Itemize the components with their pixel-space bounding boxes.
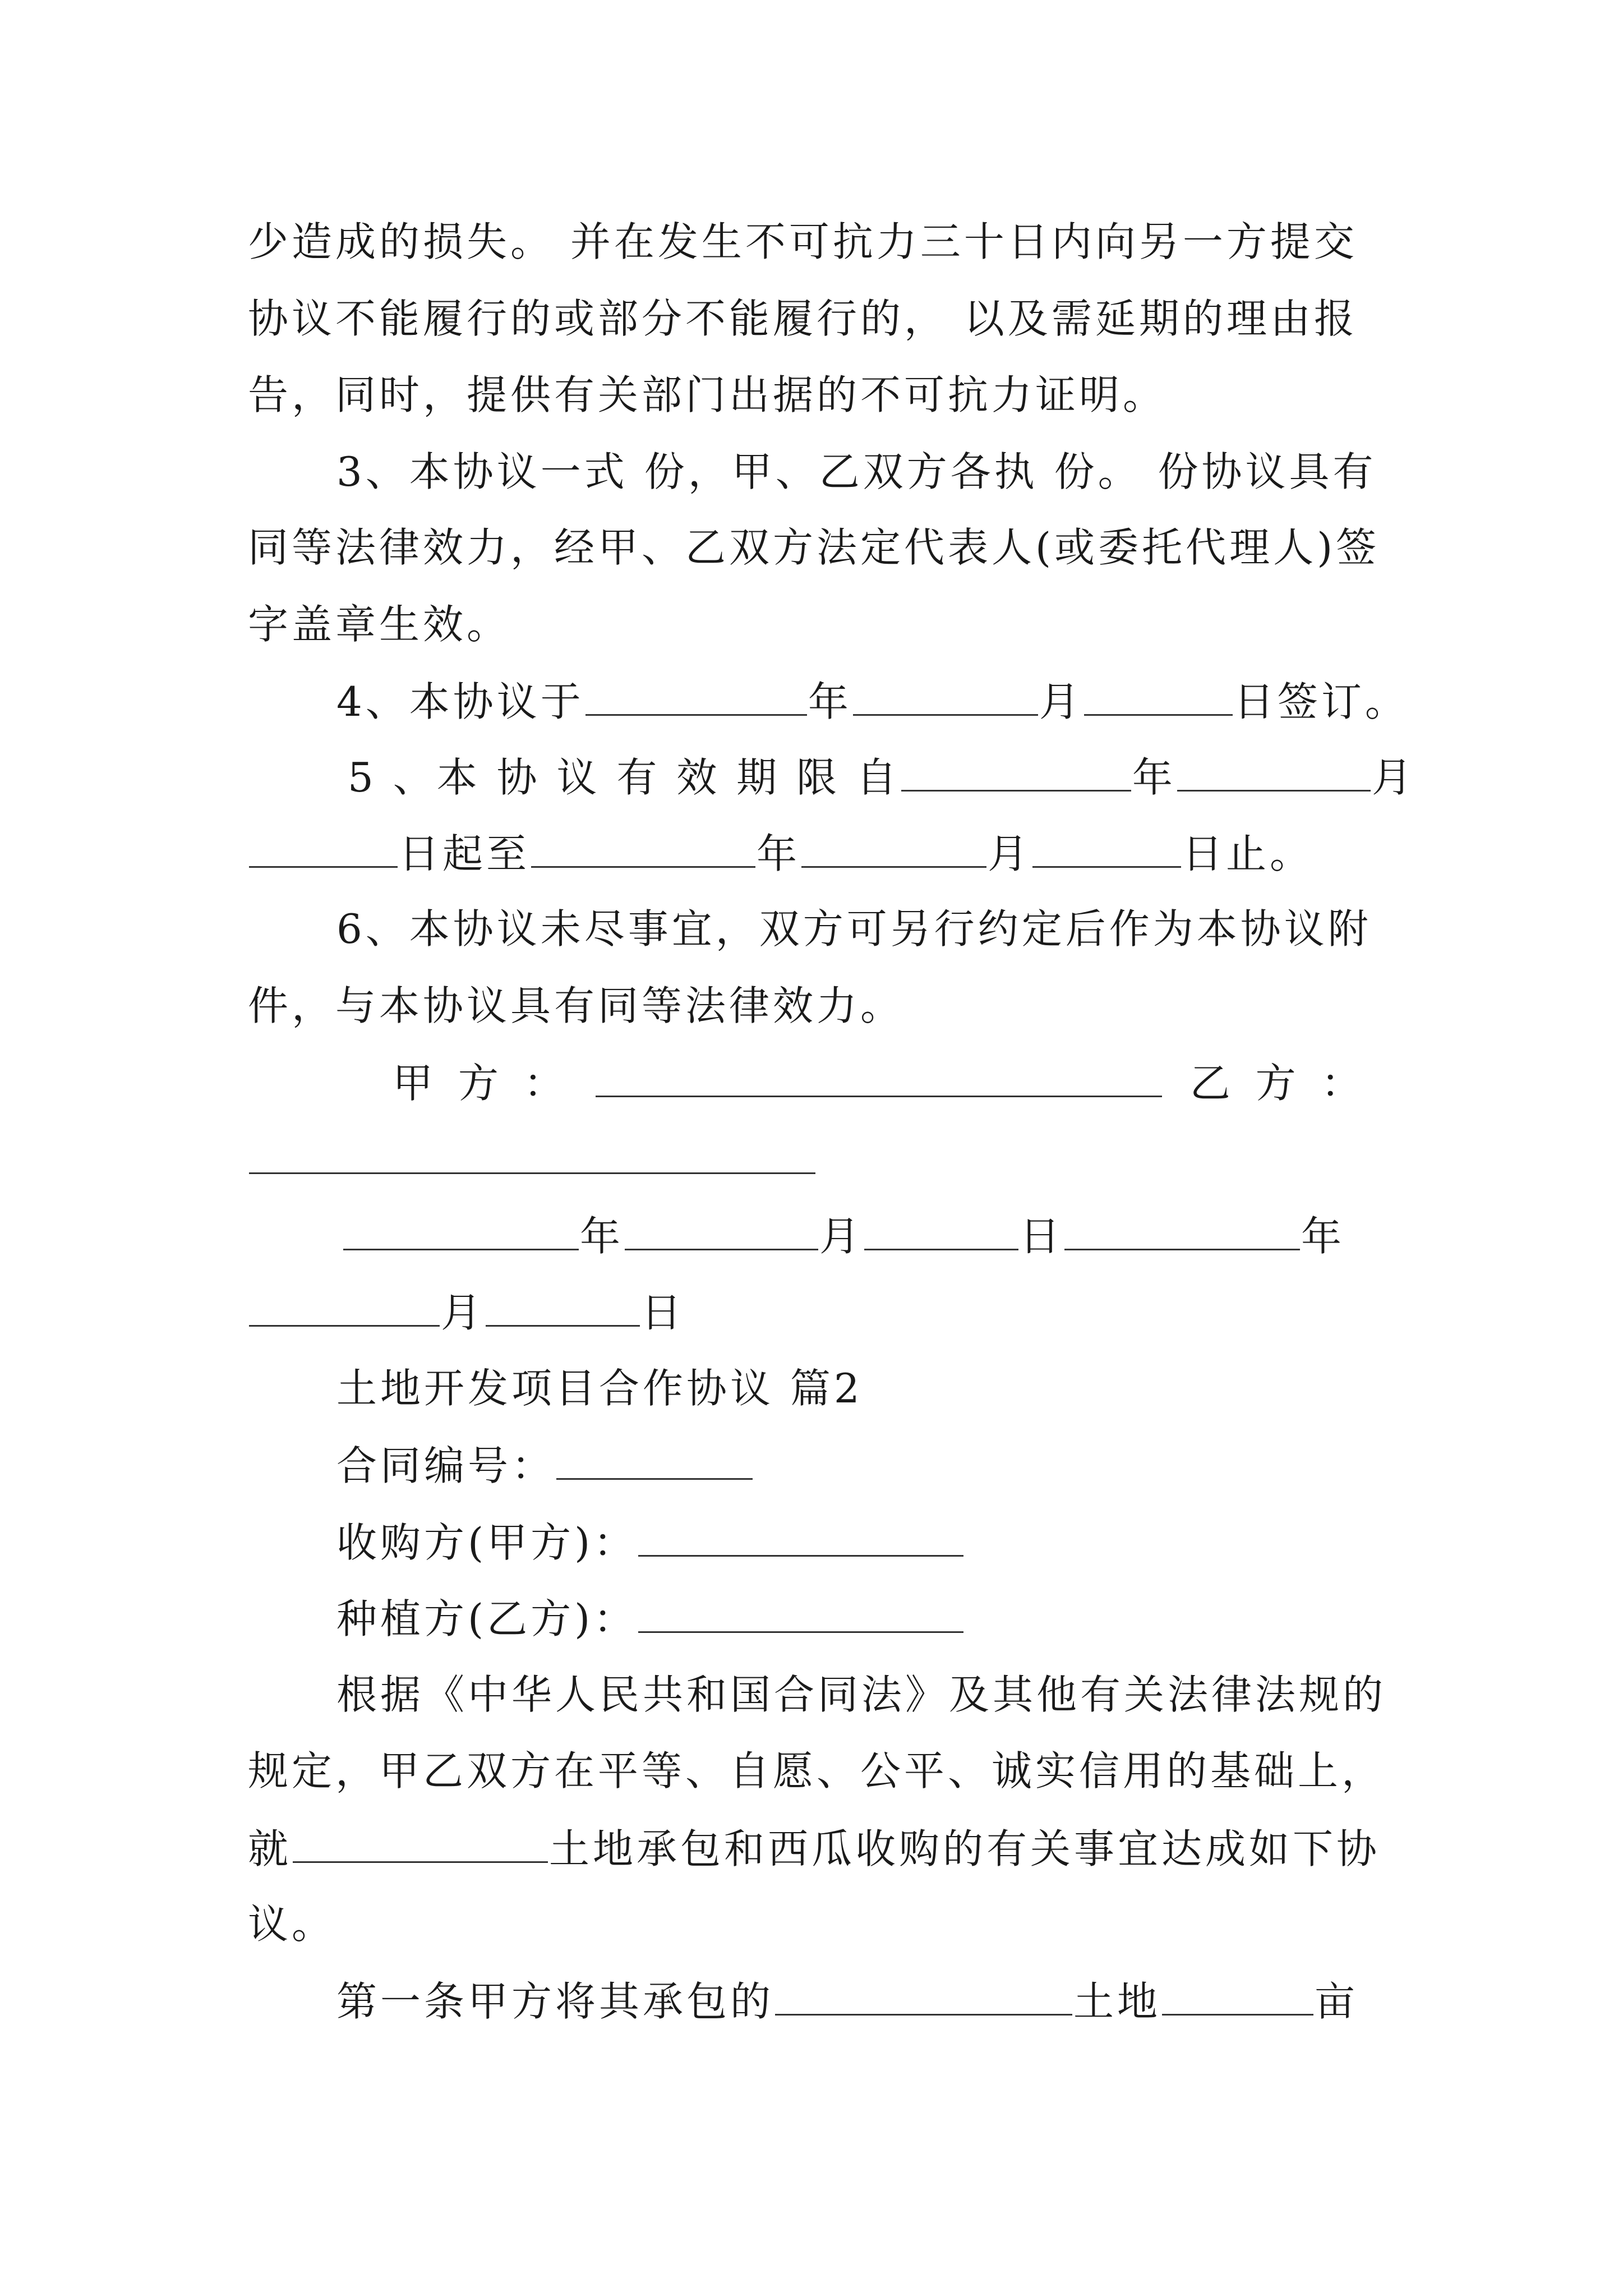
blank-field[interactable] xyxy=(343,1215,579,1250)
grower-line: 种植方(乙方)： xyxy=(336,1598,965,1639)
grower-field[interactable] xyxy=(638,1598,963,1633)
blank-field[interactable] xyxy=(1032,832,1181,868)
blank-field[interactable] xyxy=(585,680,807,716)
text-line: 议。 xyxy=(248,1901,336,1948)
text-line: 告，同时，提供有关部门出据的不可抗力证明。 xyxy=(248,371,1167,418)
blank-field[interactable] xyxy=(1064,1215,1300,1250)
blank-field[interactable] xyxy=(1177,756,1371,792)
validity-period-line: 5 、本 协 议 有 效 期 限 自 年 月 xyxy=(348,754,1415,801)
party-b-signature-field[interactable] xyxy=(249,1139,815,1174)
blank-field[interactable] xyxy=(901,756,1131,792)
signature-date-line: 年 月 日 年 xyxy=(342,1215,1345,1257)
blank-field[interactable] xyxy=(853,680,1038,716)
validity-period-line: 日起至 年 月 日止。 xyxy=(248,832,1313,874)
text-line: 件，与本协议具有同等法律效力。 xyxy=(248,982,905,1029)
blank-field[interactable] xyxy=(486,1291,640,1327)
text-line: 协议不能履行的或部分不能履行的， 以及需延期的理由报 xyxy=(248,295,1358,342)
buyer-line: 收购方(甲方)： xyxy=(336,1521,965,1563)
blank-field[interactable] xyxy=(1084,680,1233,716)
blank-field[interactable] xyxy=(801,832,986,868)
article-one-line: 第一条甲方将其承包的 土地 亩 xyxy=(336,1978,1359,2025)
text-line: 规定，甲乙双方在平等、自愿、公平、诚实信用的基础上， xyxy=(248,1747,1386,1795)
blank-field[interactable] xyxy=(531,832,755,868)
contract-number-line: 合同编号： xyxy=(336,1444,754,1486)
signing-date-line: 4、本协议于 年 月 日签订。 xyxy=(336,678,1409,725)
section-heading: 土地开发项目合作协议 篇2 xyxy=(336,1365,863,1412)
text-line: 就 土地承包和西瓜收购的有关事宜达成如下协 xyxy=(248,1825,1381,1872)
blank-field[interactable] xyxy=(293,1828,548,1863)
text-line: 3、本协议一式 份，甲、乙双方各执 份。 份协议具有 xyxy=(336,448,1377,495)
text-line: 同等法律效力，经甲、乙双方法定代表人(或委托代理人)签 xyxy=(248,524,1380,571)
signature-party-line: 甲 方 ： 乙 方 ： xyxy=(393,1060,1365,1107)
blank-field[interactable] xyxy=(864,1215,1018,1250)
text-line: 字盖章生效。 xyxy=(248,601,511,648)
text-line: 根据《中华人民共和国合同法》及其他有关法律法规的 xyxy=(336,1671,1387,1718)
text-line: 少造成的损失。 并在发生不可抗力三十日内向另一方提交 xyxy=(248,218,1358,265)
blank-field[interactable] xyxy=(775,1980,1072,2016)
blank-field[interactable] xyxy=(1162,1980,1313,2016)
blank-field[interactable] xyxy=(249,832,398,868)
buyer-field[interactable] xyxy=(638,1521,963,1557)
party-a-signature-field[interactable] xyxy=(596,1062,1162,1097)
signature-date-line: 月 日 xyxy=(248,1291,685,1333)
blank-field[interactable] xyxy=(625,1215,818,1250)
contract-number-field[interactable] xyxy=(556,1444,753,1480)
text-line: 6、本协议未尽事宜，双方可另行约定后作为本协议附 xyxy=(336,905,1372,953)
signature-party-line xyxy=(248,1139,817,1180)
blank-field[interactable] xyxy=(249,1291,440,1327)
